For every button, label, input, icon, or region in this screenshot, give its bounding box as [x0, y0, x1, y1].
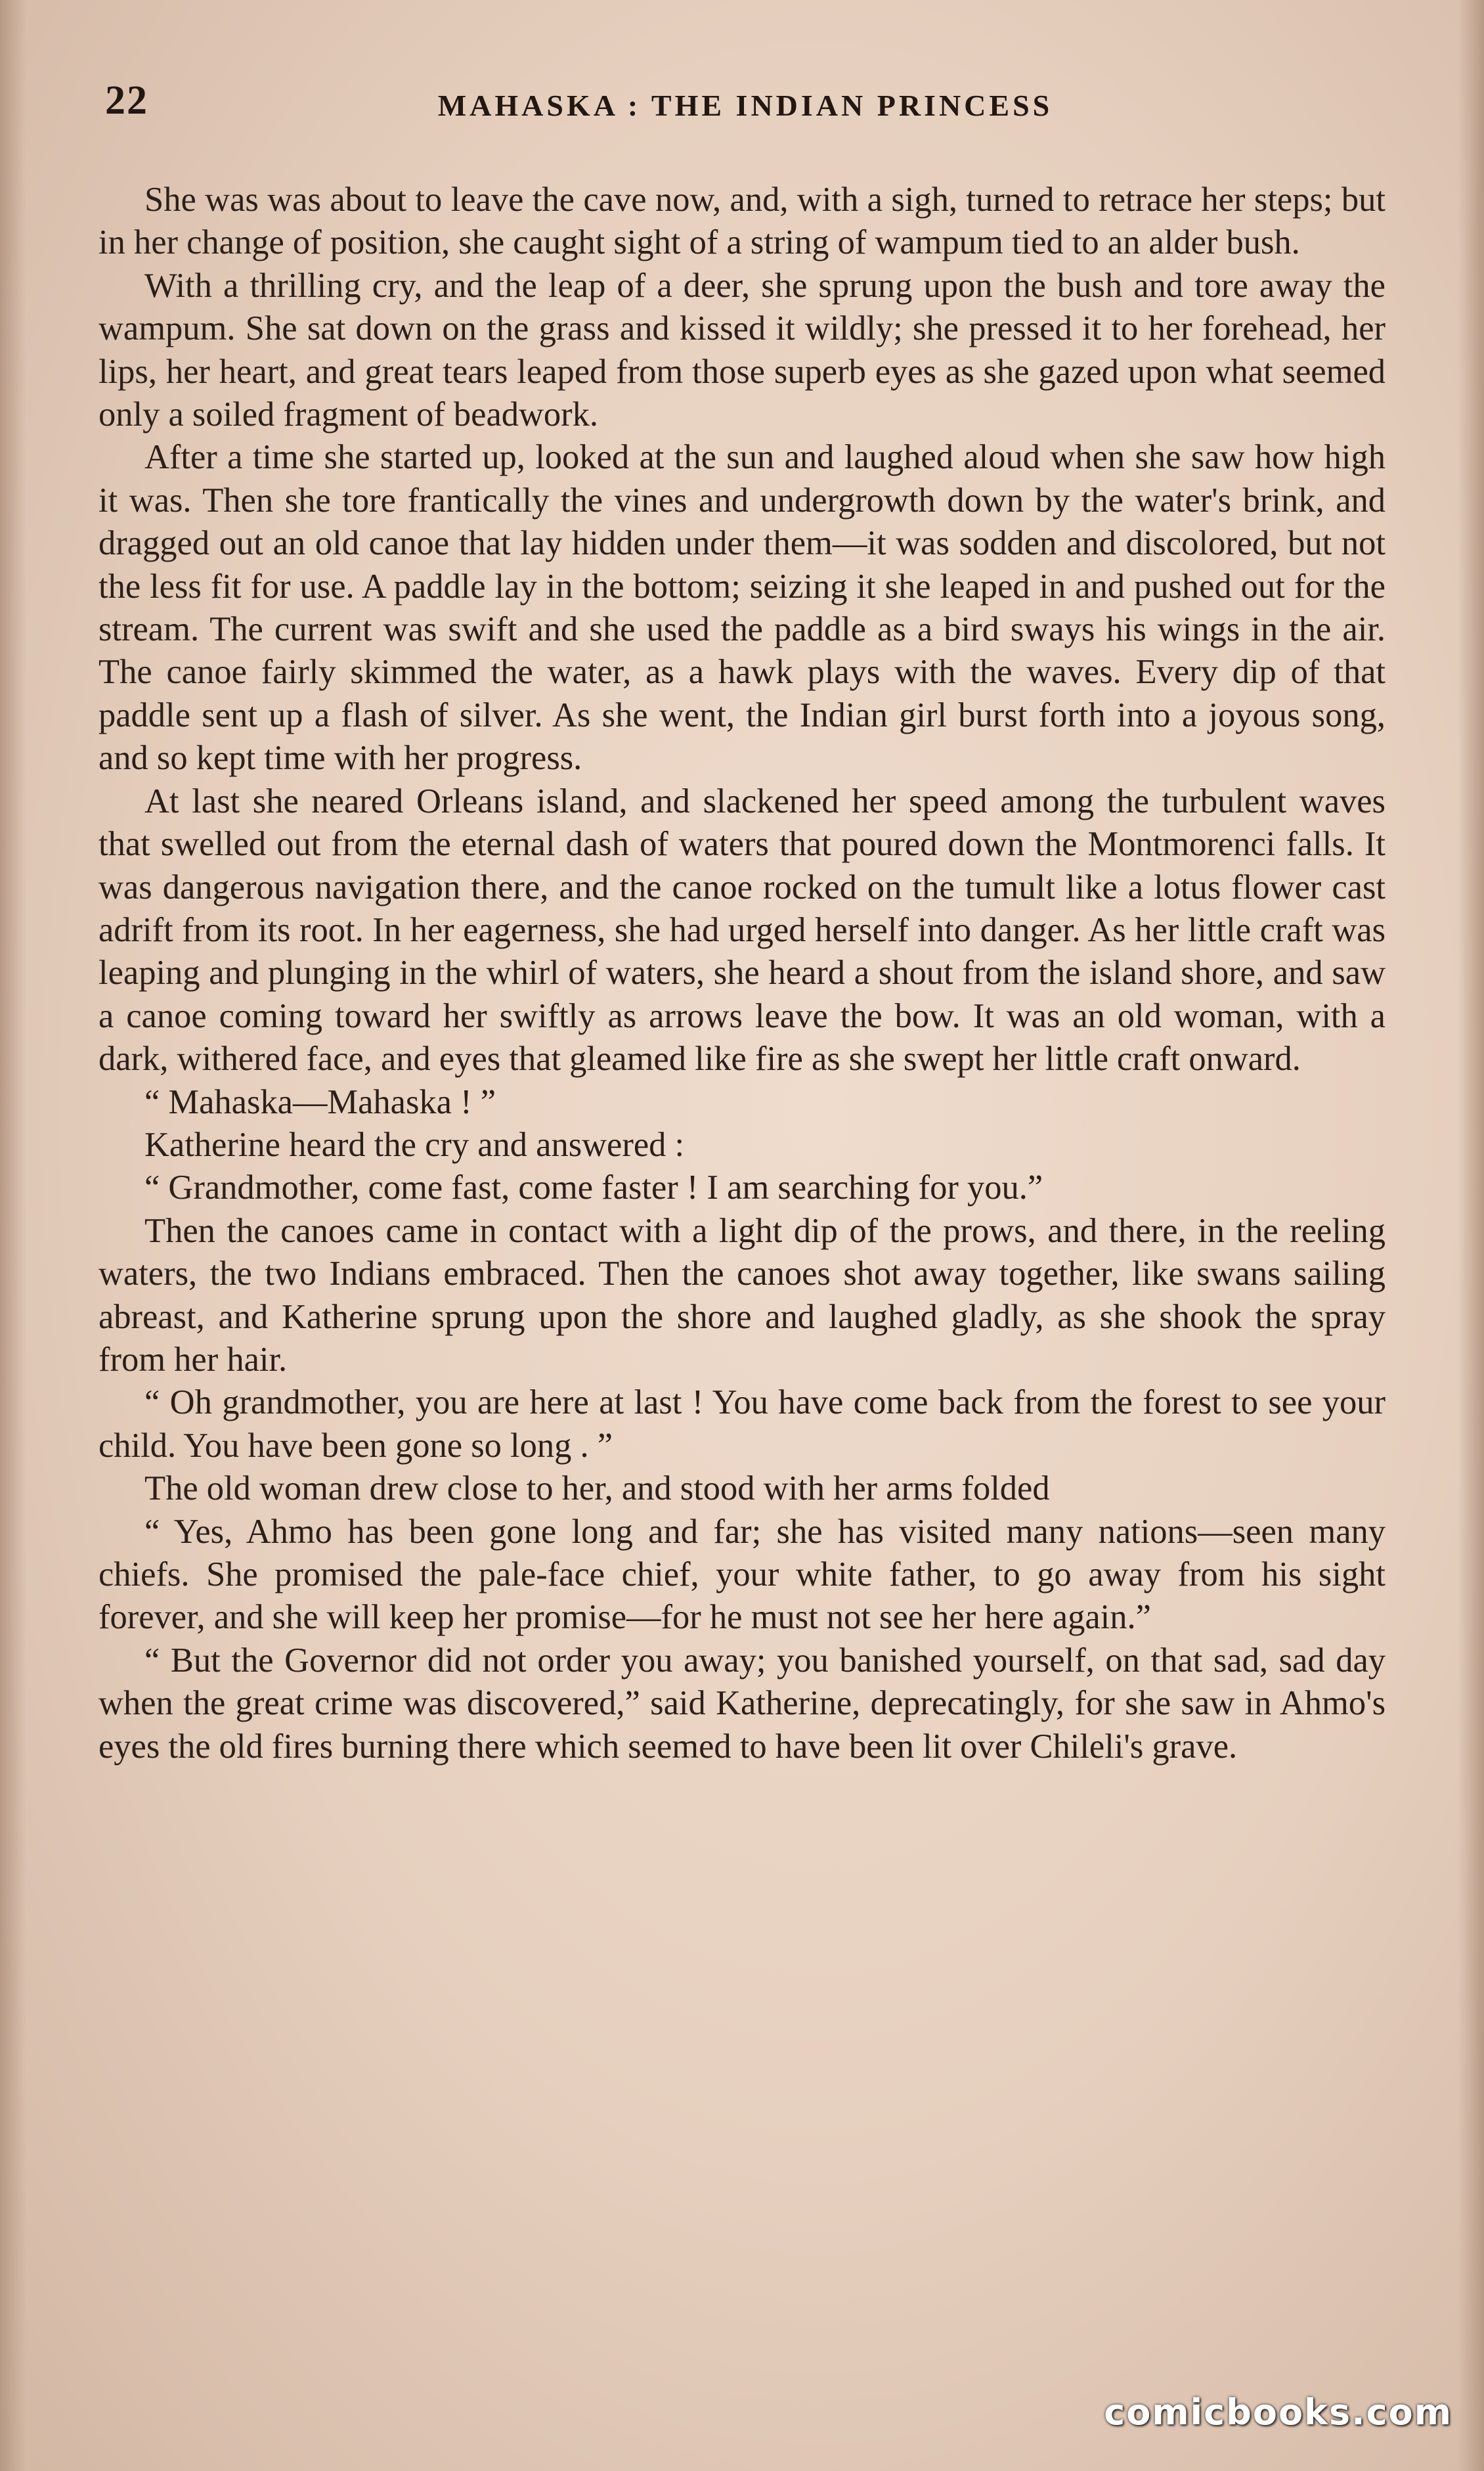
page-number: 22 [105, 78, 148, 123]
paragraph: With a thrilling cry, and the leap of a deer, she sprung upon the bush and tore away the wampum. She sat down on the grass and kissed it wildly; she pressed it to her forehead, her lips, her heart, and great tears leaped from those superb eyes as she gazed upon what seemed only a soiled fragment of beadwork. [98, 266, 1386, 434]
paragraph: “ But the Governor did not order you away; you banished yourself, on that sad, sad day when the great crime was discovered,” said Katherine, deprecatingly, for she saw in Ahmo's eyes the old fires burning there which seemed to have been lit over Chileli's grave. [98, 1641, 1386, 1766]
paragraph: She was was about to leave the cave now, and, with a sigh, turned to retrace her steps; but in her change of position, she caught sight of a string of wampum tied to an alder bush. [98, 181, 1386, 262]
body-text [98, 179, 1386, 1768]
paragraph: “ Grandmother, come fast, come faster ! I am searching for you.” [144, 1169, 1043, 1207]
page-shadow-left [0, 0, 26, 2471]
page-shadow-right [1458, 0, 1484, 2471]
paragraph: Katherine heard the cry and answered : [144, 1125, 685, 1164]
paragraph: “ Mahaska—Mahaska ! ” [144, 1082, 496, 1121]
paragraph: “ Yes, Ahmo has been gone long and far; she has visited many nations—seen many chiefs. She promised the pale-face chief, your white father, to go away from his sight forever, and she will keep her promise—for he must not see her here again.” [98, 1512, 1386, 1637]
paragraph: After a time she started up, looked at the sun and laughed aloud when she saw how high it was. Then she tore frantically the vines and undergrowth down by the water's brink, and dragged out an old canoe that lay hidden under them—it was sodden and discolored, but not the less fit for use. A paddle lay in the bottom; seizing it she leaped in and pushed out for the stream. The current was swift and she used the paddle as a bird sways his wings in the air. The canoe fairly skimmed the water, as a hawk plays with the waves. Every dip of that paddle sent up a flash of silver. As she went, the Indian girl burst forth into a joyous song, and so kept time with her progress. [98, 438, 1386, 778]
paragraph: “ Oh grandmother, you are here at last ! You have come back from the forest to see your child. You have been gone so long . ” [98, 1383, 1386, 1465]
paragraph: At last she neared Orleans island, and slackened her speed among the turbulent waves that swelled out from the eternal dash of waters that poured down the Montmorenci falls. It was dangerous navigation there, and the canoe rocked on the tumult like a lotus flower cast adrift from its root. In her eagerness, she had urged herself into danger. As her little craft was leaping and plunging in the whirl of waters, she heard a shout from the island shore, and saw a canoe coming toward her swiftly as arrows leave the bow. It was an old woman, with a dark, withered face, and eyes that gleamed like fire as she swept her little craft onward. [98, 782, 1386, 1079]
site-watermark: comicbooks.com [1104, 2392, 1452, 2433]
running-title: MAHASKA : THE INDIAN PRINCESS [437, 89, 1053, 122]
paragraph: The old woman drew close to her, and stood with her arms folded [144, 1469, 1050, 1508]
running-header [105, 78, 1386, 130]
paragraph: Then the canoes came in contact with a light dip of the prows, and there, in the reeling waters, the two Indians embraced. Then the canoes shot away together, like swans sailing abreast, and Katherine sprung upon the shore and laughed gladly, as she shook the spray from her hair. [98, 1211, 1386, 1379]
